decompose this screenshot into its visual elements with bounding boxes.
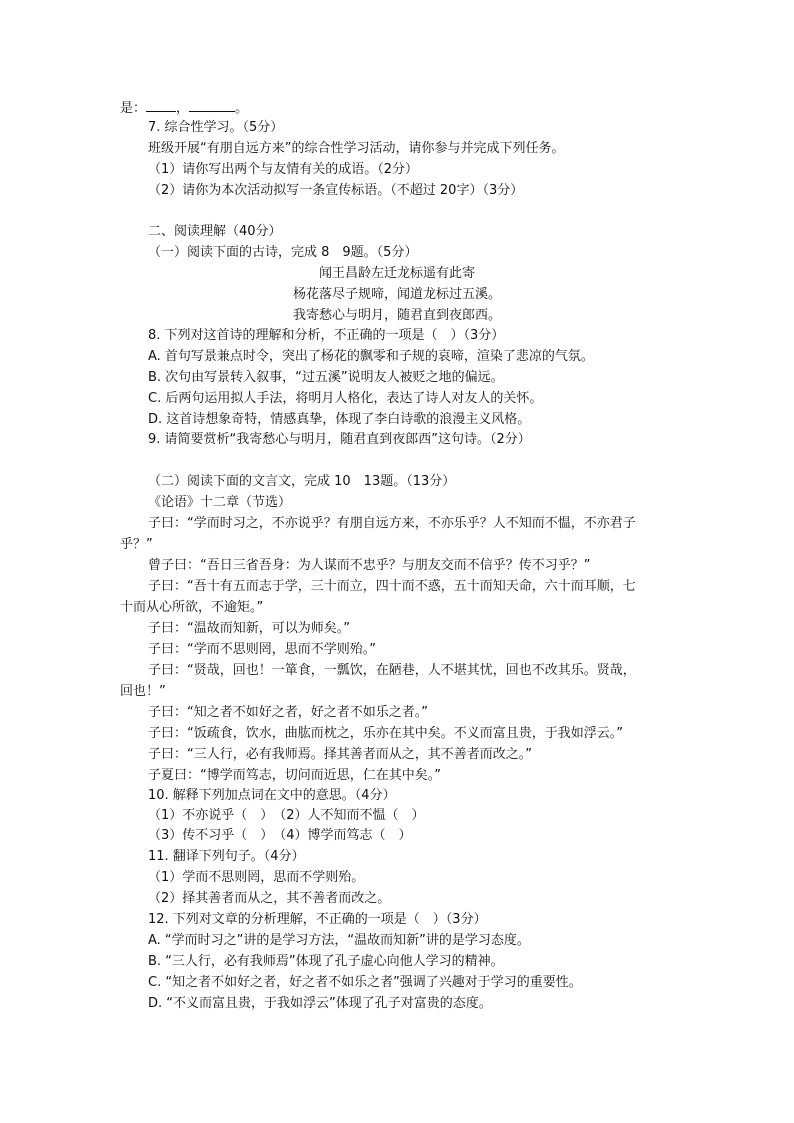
- q12-option-d: D. “不义而富且贵，于我如浮云”体现了孔子对富贵的态度。: [148, 996, 492, 1011]
- q12-option-b: B. “三人行，必有我师焉”体现了孔子虚心向他人学习的精神。: [148, 954, 504, 969]
- q6-prefix: 是：: [120, 101, 147, 116]
- q8-option-c: C. 后两句运用拟人手法，将明月人格化，表达了诗人对友人的关怀。: [148, 391, 543, 406]
- q11-sentence-1: （1）学而不思则罔，思而不学则殆。: [148, 870, 365, 885]
- passage-1b: 乎？”: [120, 537, 153, 552]
- passage-6b: 回也！”: [120, 684, 166, 699]
- passage-1a: 子曰：“学而时习之，不亦说乎？有朋自远方来，不亦乐乎？人不知而不愠，不亦君子: [148, 516, 636, 531]
- q7-task1: （1）请你写出两个与友情有关的成语。（2分）: [148, 162, 419, 177]
- poem-line-2: 我寄愁心与明月，随君直到夜郎西。: [292, 308, 501, 323]
- q7-task2: （2）请你为本次活动拟写一条宣传标语。（不超过 20字）（3分）: [148, 183, 524, 198]
- passage-3a: 子曰：“吾十有五而志于学，三十而立，四十而不惑，五十而知天命，六十而耳顺，七: [148, 579, 636, 594]
- q10-row-1: （1）不亦说乎（ ） （2）人不知而不愠（ ）: [148, 808, 425, 823]
- q8-stem: 8. 下列对这首诗的理解和分析，不正确的一项是（ ）（3分）: [148, 328, 505, 343]
- q10-stem: 10. 解释下列加点词在文中的意思。（4分）: [148, 788, 396, 803]
- answer-blank: [189, 97, 235, 112]
- poem-title: 闻王昌龄左迁龙标遥有此寄: [318, 266, 475, 281]
- q12-stem: 12. 下列对文章的分析理解，不正确的一项是（ ）（3分）: [148, 912, 487, 927]
- classical-intro: （二）阅读下面的文言文，完成 10 13题。（13分）: [148, 474, 456, 489]
- q12-option-a: A. “学而时习之”讲的是学习方法，“温故而知新”讲的是学习态度。: [148, 933, 530, 948]
- book-title: 《论语》十二章（节选）: [148, 495, 292, 510]
- passage-7: 子曰：“知之者不如好之者，好之者不如乐之者。”: [148, 705, 428, 720]
- q11-sentence-2: （2）择其善者而从之，其不善者而改之。: [148, 891, 391, 906]
- q8-option-b: B. 次句由写景转入叙事，“过五溪”说明友人被贬之地的偏远。: [148, 370, 504, 385]
- passage-9: 子曰：“三人行，必有我师焉。择其善者而从之，其不善者而改之。”: [148, 747, 532, 762]
- answer-blank: [146, 97, 176, 112]
- q6-answer-line: [120, 97, 248, 119]
- poem-part-intro: （一）阅读下面的古诗，完成 8 9题。（5分）: [148, 245, 418, 260]
- passage-10: 子夏曰：“博学而笃志，切问而近思，仁在其中矣。”: [148, 768, 441, 783]
- passage-5: 子曰：“学而不思则罔，思而不学则殆。”: [148, 642, 376, 657]
- passage-4: 子曰：“温故而知新，可以为师矣。”: [148, 621, 350, 636]
- q10-row-2: （3）传不习乎（ ） （4）博学而笃志（ ）: [148, 828, 412, 843]
- q8-option-d: D. 这首诗想象奇特，情感真挚，体现了李白诗歌的浪漫主义风格。: [148, 412, 531, 427]
- passage-2: 曾子曰：“吾日三省吾身：为人谋而不忠乎？与朋友交而不信乎？传不习乎？”: [148, 558, 591, 573]
- q11-stem: 11. 翻译下列句子。（4分）: [148, 849, 305, 864]
- section2-title: 二、阅读理解（40分）: [148, 224, 282, 239]
- q12-option-c: C. “知之者不如好之者，好之者不如乐之者”强调了兴趣对于学习的重要性。: [148, 975, 582, 990]
- q9-stem: 9. 请简要赏析“我寄愁心与明月，随君直到夜郎西”这句诗。（2分）: [148, 432, 531, 447]
- q7-title: 7. 综合性学习。（5分）: [148, 120, 284, 135]
- q7-intro: 班级开展“有朋自远方来”的综合性学习活动，请你参与并完成下列任务。: [148, 141, 565, 156]
- q6-comma: ，: [176, 101, 190, 116]
- q6-period: 。: [235, 101, 249, 116]
- passage-8: 子曰：“饭疏食，饮水，曲肱而枕之，乐亦在其中矣。不义而富且贵，于我如浮云。”: [148, 726, 623, 741]
- poem-line-1: 杨花落尽子规啼，闻道龙标过五溪。: [292, 287, 501, 302]
- q8-option-a: A. 首句写景兼点时令，突出了杨花的飘零和子规的哀啼，渲染了悲凉的气氛。: [148, 349, 594, 364]
- passage-3b: 十而从心所欲，不逾矩。”: [120, 600, 264, 615]
- passage-6a: 子曰：“贤哉，回也！一箪食，一瓢饮，在陋巷，人不堪其忧，回也不改其乐。贤哉，: [148, 663, 636, 678]
